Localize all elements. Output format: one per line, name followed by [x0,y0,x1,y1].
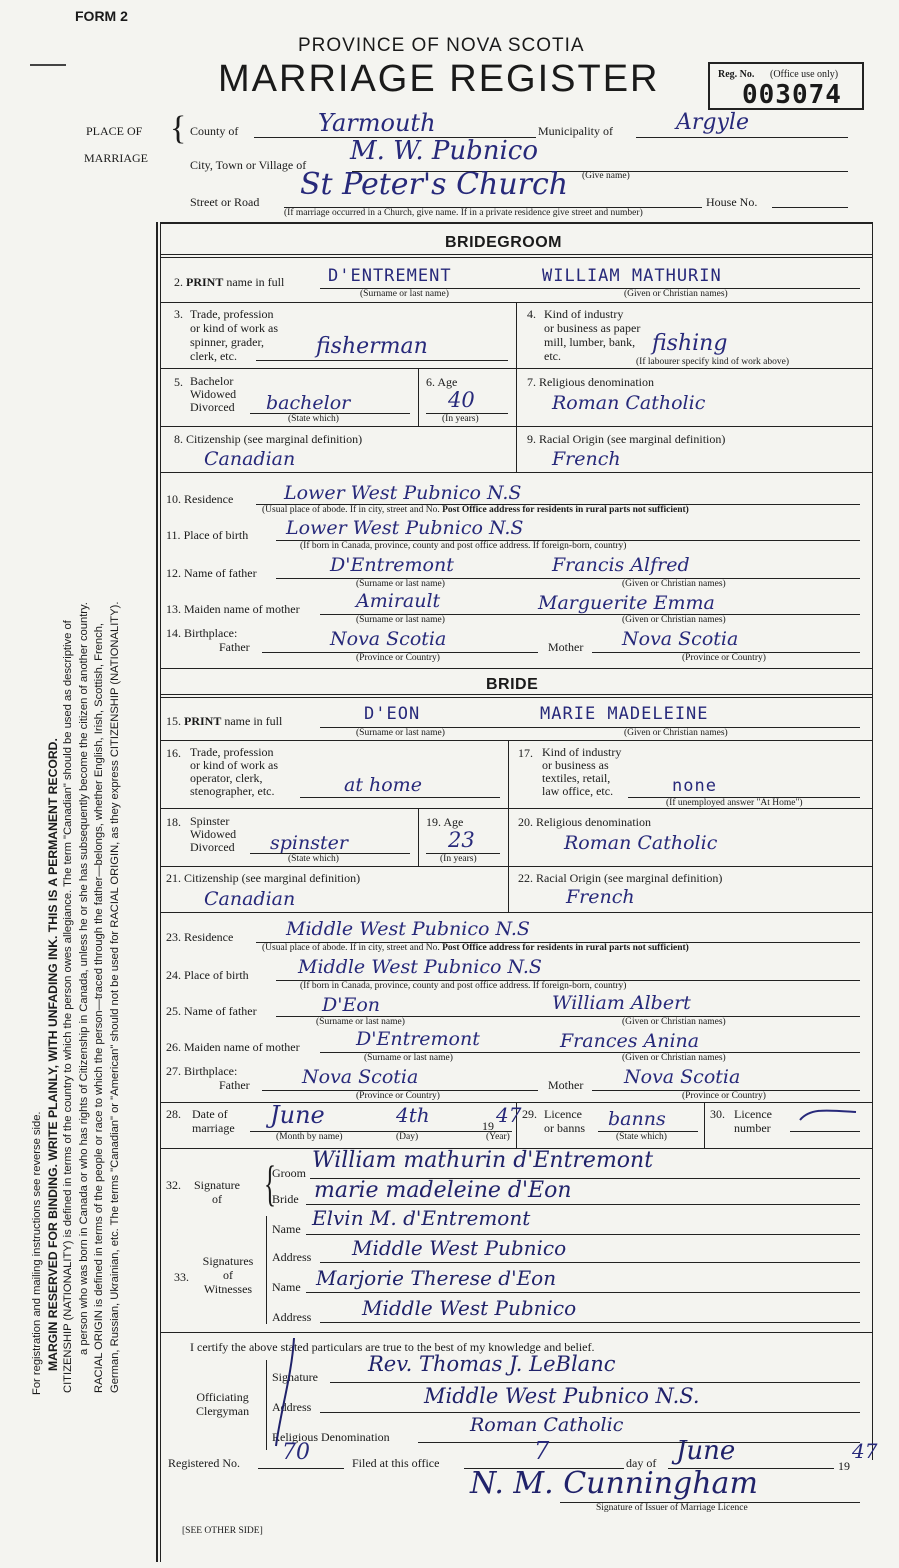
n17: 17. [518,746,533,760]
groom-signature: William mathurin d'Entremont [312,1148,654,1173]
bride-given-note: (Given or Christian names) [624,728,728,738]
n15: 15. [166,714,181,728]
bride-trade-label-4: stenographer, etc. [190,784,275,798]
groom-industry-label-4: etc. [544,349,561,363]
reg-note: (Office use only) [770,69,839,80]
filed-day: 7 [534,1437,550,1465]
n9: 9. [527,432,536,446]
clergy-denom: Roman Catholic [470,1414,624,1436]
groom-bp-father-label: Father [219,640,250,654]
groom-bp-mother: Nova Scotia [622,628,739,650]
bride-bp-father-label: Father [219,1078,250,1092]
bride-citizenship-label: Citizenship (see marginal definition) [184,871,361,885]
licence-number-label-2: number [734,1121,771,1135]
groom-industry-label-1: Kind of industry [544,307,624,321]
bride-trade-label-2: or kind of work as [190,758,278,772]
w2-address: Middle West Pubnico [362,1296,577,1320]
city-value: M. W. Pubnico [350,136,539,166]
filed-label: Filed at this office [352,1456,440,1470]
groom-bp-mother-label: Mother [548,640,584,654]
groom-father-label: Name of father [184,566,257,580]
groom-surname: D'ENTREMENT [328,266,452,286]
bride-status-label-3: Divorced [190,840,235,854]
groom-citizenship: Canadian [204,448,296,470]
groom-mother-label: Maiden name of mother [184,602,300,616]
groom-birth-note: (If born in Canada, province, county and post office address. If foreign-born, country) [300,541,627,551]
witness-label-1: Signatures [202,1254,254,1268]
bride-sig-label: Bride [272,1192,299,1206]
give-name-note: (Give name) [582,171,630,181]
groom-status-label-3: Divorced [190,400,235,414]
n6: 6. [426,375,435,389]
marriage-year-prefix: 19 [482,1119,494,1133]
marriage-day: 4th [396,1103,430,1127]
marriage-month: June [270,1101,325,1129]
place-label-1: PLACE OF [86,124,143,138]
w1-address-label: Address [272,1250,312,1264]
w1-name: Elvin M. d'Entremont [312,1206,531,1230]
n29: 29. [522,1107,537,1121]
n11: 11. [166,528,181,542]
witness-label-2: of [223,1268,233,1282]
register-title: MARRIAGE REGISTER [218,58,660,100]
w2-name: Marjorie Therese d'Eon [316,1266,557,1290]
signature-label-2: of [212,1192,222,1206]
bride-residence-note: (Usual place of abode. If in city, street and No. [262,943,440,953]
bride-racial-label: Racial Origin (see marginal definition) [536,871,723,885]
county-label: County of [190,124,239,138]
n25: 25. [166,1004,181,1018]
issuer-label: Signature of Issuer of Marriage Licence [596,1503,748,1513]
clergy-denom-label: Religious Denomination [272,1430,390,1444]
n16: 16. [166,746,181,760]
groom-father-given: Francis Alfred [552,554,690,576]
margin-line-5: RACIAL ORIGIN is defined in terms of the people or race to which the person—traced through the father—belongs, whether English, Irish, Scottish, French, [93,622,105,1393]
bride-trade: at home [344,774,422,796]
bride-given: MARIE MADELEINE [540,704,709,724]
bride-mother-surname: D'Entremont [356,1028,480,1050]
groom-racial-label: Racial Origin (see marginal definition) [539,432,726,446]
bride-racial: French [566,886,635,908]
n12: 12. [166,566,181,580]
bride-industry-note: (If unemployed answer "At Home") [666,798,803,808]
groom-birthplace-label: Birthplace: [184,626,238,640]
groom-residence-note-bold: Post Office address for residents in rural parts not sufficient) [442,505,689,515]
bride-religion-label: Religious denomination [536,815,651,829]
groom-residence-note: (Usual place of abode. If in city, street and No. [262,505,440,515]
officiating-label-1: Officiating [196,1390,249,1404]
groom-bp-father: Nova Scotia [330,628,447,650]
bride-mother-surname-note: (Surname or last name) [364,1053,453,1063]
groom-father-given-note: (Given or Christian names) [622,579,726,589]
groom-name-label: name in full [226,275,285,289]
n20: 20. [518,815,533,829]
groom-status-label-2: Widowed [190,387,237,401]
municipality-value: Argyle [676,110,749,135]
groom-birth-label: Place of birth [183,528,249,542]
place-brace: { [170,110,187,147]
bride-trade-label-3: operator, clerk, [190,771,263,785]
month-note: (Month by name) [276,1132,343,1142]
place-label-2: MARRIAGE [84,151,149,165]
n2: 2. [174,275,183,289]
issuer-signature: N. M. Cunningham [470,1466,758,1501]
groom-industry-label-3: mill, lumber, bank, [544,335,636,349]
groom-religion: Roman Catholic [552,392,706,414]
bride-industry-label-1: Kind of industry [542,745,622,759]
city-label: City, Town or Village of [190,158,307,172]
groom-surname-note: (Surname or last name) [360,289,449,299]
n18: 18. [166,815,181,829]
groom-bp-father-note: (Province or Country) [356,653,440,663]
bride-birth: Middle West Pubnico N.S [298,956,542,978]
marriage-year: 47 [496,1103,522,1127]
n7: 7. [527,375,536,389]
n27: 27. [166,1064,181,1078]
date-label-2: marriage [192,1121,235,1135]
groom-citizenship-label: Citizenship (see marginal definition) [186,432,363,446]
bride-bp-father: Nova Scotia [302,1066,419,1088]
n5: 5. [174,375,183,389]
n24: 24. [166,968,181,982]
date-label-1: Date of [192,1107,228,1121]
groom-residence: Lower West Pubnico N.S [284,482,522,504]
bride-father-label: Name of father [184,1004,257,1018]
n4: 4. [527,307,536,321]
municipality-label: Municipality of [538,124,613,138]
reg-number: 003074 [742,80,842,110]
street-note: (If marriage occurred in a Church, give name. If in a private residence give street and number) [284,208,643,218]
groom-in-years: (In years) [442,414,479,424]
groom-birth: Lower West Pubnico N.S [286,517,524,539]
groom-mother-surname: Amirault [356,590,441,612]
n21: 21. [166,871,181,885]
margin-line-4: a person who was born in Canada or who has rights of Citizenship in Canada, unless he or she has subsequently become the citizen of another country. [77,602,90,1355]
filed-year: 47 [852,1439,878,1463]
bride-father-surname: D'Eon [322,994,381,1016]
bride-bp-mother-note: (Province or Country) [682,1091,766,1101]
officiating-label-2: Clergyman [196,1404,250,1418]
registered-number: 70 [282,1440,310,1465]
licence-number-dash-mark [796,1104,860,1130]
day-of-label: day of [626,1456,657,1470]
bride-trade-label-1: Trade, profession [190,745,274,759]
licence-label-1: Licence [544,1107,582,1121]
street-label: Street or Road [190,195,260,209]
groom-age-label: Age [437,375,458,389]
groom-sig-label: Groom [272,1166,306,1180]
groom-given-note: (Given or Christian names) [624,289,728,299]
bride-status: spinster [270,832,348,854]
signature-label-1: Signature [194,1178,240,1192]
bridegroom-heading: BRIDEGROOM [445,234,562,251]
bride-birth-note: (If born in Canada, province, county and post office address. If foreign-born, country) [300,981,627,991]
bride-mother-given-note: (Given or Christian names) [622,1053,726,1063]
county-value: Yarmouth [318,109,436,137]
n3: 3. [174,307,183,321]
bride-industry-label-2: or business as [542,758,609,772]
bride-industry-label-3: textiles, retail, [542,771,611,785]
bride-surname: D'EON [364,704,421,724]
groom-given: WILLIAM MATHURIN [542,266,722,286]
bride-religion: Roman Catholic [564,832,718,854]
bride-age-label: Age [443,815,464,829]
margin-line-1: For registration and mailing instructions see reverse side. [31,1111,43,1395]
certify-text: I certify the above stated particulars are true to the best of my knowledge and belief. [190,1340,595,1354]
groom-trade-label-4: clerk, etc. [190,349,237,363]
w2-name-label: Name [272,1280,301,1294]
bride-surname-note: (Surname or last name) [356,728,445,738]
bride-in-years: (In years) [440,854,477,864]
bride-bp-father-note: (Province or Country) [356,1091,440,1101]
groom-father-surname: D'Entremont [330,554,454,576]
groom-state-which: (State which) [288,414,339,424]
year-note: (Year) [486,1132,510,1142]
licence-value: banns [608,1108,666,1130]
bride-citizenship: Canadian [204,888,296,910]
w1-address: Middle West Pubnico [352,1236,567,1260]
bride-name-label: name in full [224,714,283,728]
w1-name-label: Name [272,1222,301,1236]
n32: 32. [166,1178,181,1192]
bride-age: 23 [448,828,475,852]
n13: 13. [166,602,181,616]
w2-address-label: Address [272,1310,312,1324]
n28: 28. [166,1107,181,1121]
bride-heading: BRIDE [486,676,539,693]
groom-bp-mother-note: (Province or Country) [682,653,766,663]
n23: 23. [166,930,181,944]
groom-trade-label-3: spinner, grader, [190,335,265,349]
groom-racial: French [552,448,621,470]
bride-print-label: PRINT [184,714,222,728]
groom-mother-given: Marguerite Emma [538,592,715,614]
groom-trade-label-2: or kind of work as [190,321,278,335]
see-other-side: [SEE OTHER SIDE] [182,1526,263,1536]
form-number: FORM 2 [75,8,128,24]
bride-state-which: (State which) [288,854,339,864]
n8: 8. [174,432,183,446]
groom-status-label-1: Bachelor [190,374,234,388]
clergy-address-label: Address [272,1400,312,1414]
bride-status-label-1: Spinster [190,814,230,828]
n14: 14. [166,626,181,640]
n30: 30. [710,1107,725,1121]
groom-residence-label: Residence [184,492,234,506]
bride-residence: Middle West Pubnico N.S [286,918,530,940]
n19: 19. [426,815,441,829]
groom-industry-note: (If labourer specify kind of work above) [636,357,789,367]
groom-mother-surname-note: (Surname or last name) [356,615,445,625]
margin-line-3: CITIZENSHIP (NATIONALITY) is defined in terms of the country to which the person owes allegiance. The term "Canadian" should be used as descriptive of [62,620,74,1393]
n22: 22. [518,871,533,885]
groom-trade-label-1: Trade, profession [190,307,274,321]
groom-status: bachelor [266,392,351,414]
bride-birthplace-label: Birthplace: [184,1064,238,1078]
bride-father-surname-note: (Surname or last name) [316,1017,405,1027]
bride-mother-given: Frances Anina [560,1030,700,1052]
print-label: PRINT [186,275,224,289]
groom-father-surname-note: (Surname or last name) [356,579,445,589]
street-value: St Peter's Church [300,167,569,202]
reg-label: Reg. No. [718,69,755,80]
groom-industry: fishing [652,331,728,356]
clergy-signature-label: Signature [272,1370,318,1384]
bride-bp-mother: Nova Scotia [624,1066,741,1088]
groom-age: 40 [448,388,475,412]
groom-mother-given-note: (Given or Christian names) [622,615,726,625]
bride-signature: marie madeleine d'Eon [314,1178,572,1203]
bride-industry: none [672,776,717,796]
bride-mother-label: Maiden name of mother [184,1040,300,1054]
bride-father-given-note: (Given or Christian names) [622,1017,726,1027]
n33: 33. [174,1270,189,1284]
licence-label-2: or banns [544,1121,585,1135]
licence-number-label-1: Licence [734,1107,772,1121]
groom-industry-label-2: or business as paper [544,321,641,335]
filed-year-prefix: 19 [838,1459,850,1473]
margin-line-2: MARGIN RESERVED FOR BINDING. WRITE PLAINLY, WITH UNFADING INK. THIS IS A PERMANENT RECORD. [45,738,60,1371]
clergy-signature: Rev. Thomas J. LeBlanc [368,1352,616,1376]
groom-trade: fisherman [316,334,428,359]
margin-line-6: German, Russian, Ukrainian, etc. The terms "Canadian" or "American" should not be used for RACIAL ORIGIN, as they express CITIZENSHIP (NATIONALITY). [108,601,121,1393]
filed-month: June [676,1436,736,1466]
bride-residence-label: Residence [184,930,234,944]
n26: 26. [166,1040,181,1054]
bride-birth-label: Place of birth [184,968,249,982]
house-label: House No. [706,195,758,209]
bride-residence-note-bold: Post Office address for residents in rural parts not sufficient) [442,943,689,953]
bride-industry-label-4: law office, etc. [542,784,614,798]
reg-number-box [708,62,864,110]
licence-state-which: (State which) [616,1132,667,1142]
margin-instructions [30,175,123,1395]
bride-bp-mother-label: Mother [548,1078,584,1092]
bride-status-label-2: Widowed [190,827,237,841]
province-title: PROVINCE OF NOVA SCOTIA [298,35,585,56]
hole-punch-mark [30,64,66,66]
clergy-address: Middle West Pubnico N.S. [424,1384,700,1408]
bride-father-given: William Albert [552,992,691,1014]
day-note: (Day) [396,1132,419,1142]
groom-religion-label: Religious denomination [539,375,654,389]
n10: 10. [166,492,181,506]
registered-label: Registered No. [168,1456,240,1470]
witness-label-3: Witnesses [203,1282,253,1296]
signature-brace: { [264,1155,276,1211]
clergy-pen-stroke [262,1334,312,1454]
